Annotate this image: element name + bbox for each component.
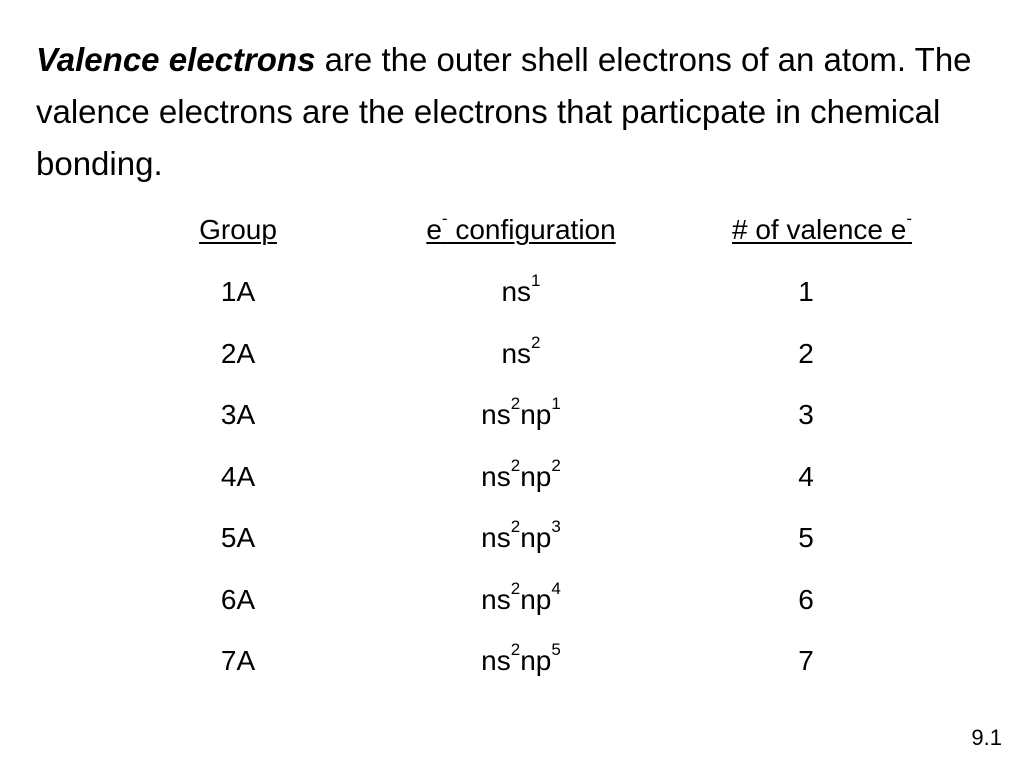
header-configuration: e- configuration [426, 209, 616, 245]
cell-valence-count-2: 2 [798, 337, 814, 369]
cell-group-4: 4A [220, 460, 256, 492]
header-valence: # of valence e- [731, 209, 913, 245]
cell-valence-count-4: 4 [798, 460, 814, 492]
cell-valence-count-5: 5 [798, 522, 814, 553]
cell-valence-count-7: 7 [798, 645, 814, 676]
intro-definition: are the outer shell electrons of an atom. The valence electrons are the electrons that particpate in chemical bonding. [36, 41, 972, 182]
cell-group-6: 6A [220, 583, 256, 615]
cell-group-2: 2A [220, 337, 256, 369]
cell-group-5: 5A [220, 522, 256, 553]
header-group: Group [199, 214, 277, 245]
cell-configuration-7: $ns^2np^5$ [481, 640, 561, 676]
cell-group-7: 7A [220, 645, 256, 676]
cell-configuration-2: $ns^2$ [501, 332, 541, 369]
cell-valence-count-3: 3 [798, 399, 814, 430]
cell-configuration-3: $ns^2np^1$ [481, 394, 561, 430]
cell-configuration-6: $ns^2np^4$ [481, 578, 561, 615]
cell-configuration-1: $ns^1$ [501, 271, 541, 307]
slide-number: 9.1 [971, 725, 1002, 750]
cell-configuration-5: $ns^2np^3$ [481, 517, 561, 553]
cell-valence-count-6: 6 [798, 583, 814, 615]
cell-group-3: 3A [220, 399, 256, 430]
cell-valence-count-1: 1 [798, 276, 814, 307]
intro-term: Valence electrons [36, 41, 316, 78]
cell-configuration-4: $ns^2np^2$ [481, 455, 561, 492]
cell-group-1: 1A [220, 276, 256, 307]
